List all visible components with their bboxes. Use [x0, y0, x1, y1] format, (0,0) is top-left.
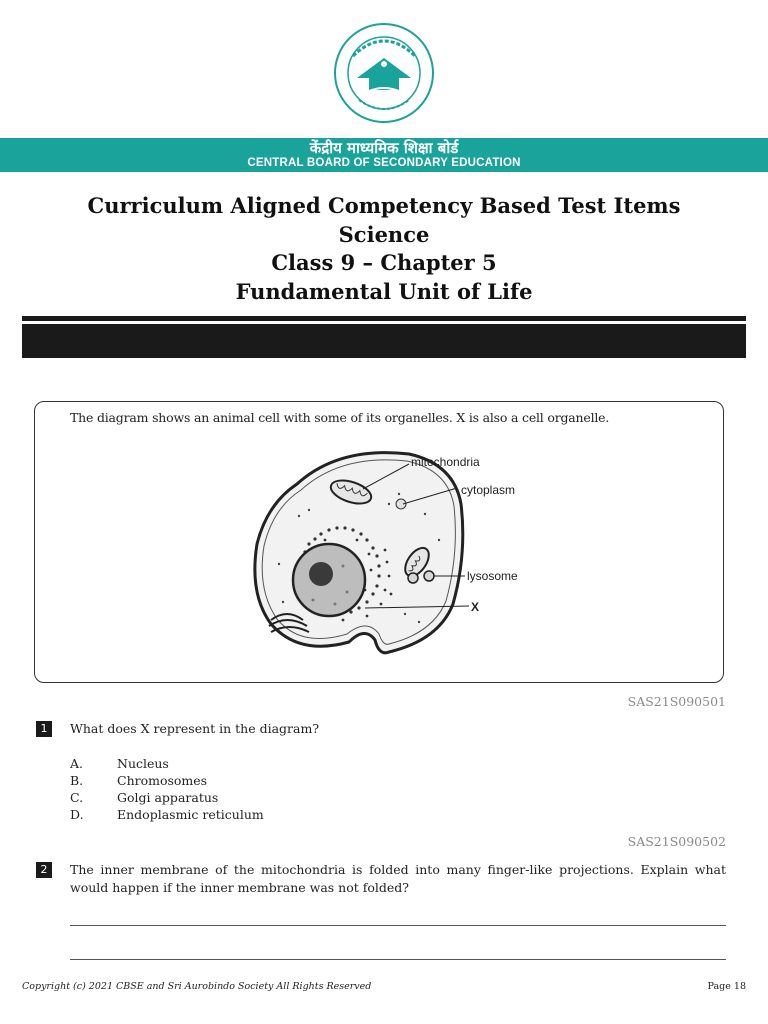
- option-text: Nucleus: [117, 756, 169, 771]
- cbse-logo: [333, 22, 435, 124]
- board-name-hindi: केंद्रीय माध्यमिक शिक्षा बोर्ड: [309, 139, 459, 157]
- stimulus-text: The diagram shows an animal cell with some of its organelles. X is also a cell organelle.: [70, 410, 610, 425]
- option-letter: C.: [70, 790, 84, 805]
- question-text: What does X represent in the diagram?: [70, 721, 320, 736]
- question-code: SAS21S090502: [627, 834, 726, 849]
- label-cytoplasm: cytoplasm: [461, 483, 516, 497]
- option-d: [70, 806, 264, 823]
- title-line-4: Fundamental Unit of Life: [235, 278, 533, 304]
- question-text: The inner membrane of the mitochondria is folded into many finger-like projections. Explain what would happen if the inner membrane was not folded?: [70, 862, 726, 895]
- board-band: [0, 138, 768, 172]
- label-x: X: [471, 600, 480, 614]
- answer-line[interactable]: [70, 959, 726, 960]
- option-text: Endoplasmic reticulum: [117, 807, 264, 822]
- title-line-1: Curriculum Aligned Competency Based Test Items: [87, 193, 681, 218]
- divider-thick: [22, 324, 746, 358]
- answer-line[interactable]: [70, 925, 726, 926]
- option-a: [70, 755, 169, 772]
- document-title: [0, 192, 768, 306]
- option-letter: D.: [70, 807, 84, 822]
- option-text: Golgi apparatus: [117, 790, 219, 805]
- footer-copyright: Copyright (c) 2021 CBSE and Sri Aurobindo Society All Rights Reserved: [22, 981, 372, 992]
- title-line-3: Class 9 – Chapter 5: [271, 250, 497, 275]
- board-name-english: CENTRAL BOARD OF SECONDARY EDUCATION: [247, 157, 521, 169]
- question-code: SAS21S090501: [627, 694, 726, 709]
- divider-thin: [22, 316, 746, 321]
- stimulus-box: [34, 401, 724, 683]
- question-number-badge: 1: [36, 721, 52, 737]
- question-number-badge: 2: [36, 862, 52, 878]
- label-mitochondria: mitochondria: [411, 455, 480, 469]
- label-lysosome: lysosome: [467, 569, 518, 583]
- page-number: Page 18: [707, 981, 746, 992]
- option-letter: B.: [70, 773, 84, 788]
- option-letter: A.: [70, 756, 84, 771]
- option-text: Chromosomes: [117, 773, 208, 788]
- title-line-2: Science: [338, 221, 430, 247]
- option-c: [70, 789, 218, 806]
- option-b: [70, 772, 207, 789]
- animal-cell-diagram: [239, 444, 529, 668]
